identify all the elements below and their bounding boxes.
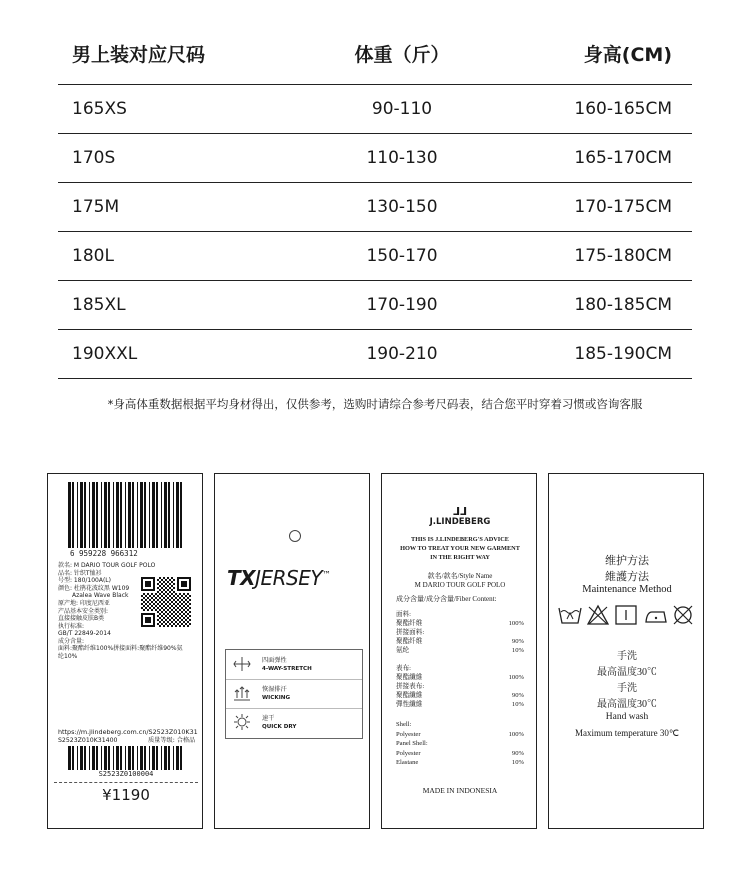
cell-height: 185-190CM bbox=[574, 344, 672, 364]
table-row bbox=[58, 232, 692, 281]
brand-logo: TXJERSEY™ bbox=[227, 566, 331, 590]
feature-zh: 恢湿排汗 bbox=[262, 686, 287, 693]
cell-size: 175M bbox=[72, 197, 120, 217]
feature-row bbox=[226, 650, 362, 680]
composition-label: 拼接面料: bbox=[396, 629, 425, 636]
feature-row bbox=[226, 679, 362, 709]
cell-size: 165XS bbox=[72, 99, 127, 119]
composition-label: 面料: bbox=[396, 611, 412, 618]
info-line: 品名: 针织T恤衫 bbox=[58, 569, 102, 577]
header-height: 身高(CM) bbox=[583, 43, 672, 66]
info-line: 直接接触皮肤B类 bbox=[58, 615, 105, 623]
care-line: Hand wash bbox=[605, 712, 649, 722]
care-title-zh: 维护方法 bbox=[605, 555, 649, 567]
barcode-number: 6 959228 966312 bbox=[70, 549, 138, 558]
info-line: 号型: 180/100A(L) bbox=[58, 577, 111, 585]
made-in: MADE IN INDONESIA bbox=[422, 786, 498, 795]
info-line: 款名: M DARIO TOUR GOLF POLO bbox=[58, 562, 156, 569]
composition-row bbox=[396, 759, 524, 767]
composition-label: 氨纶 bbox=[396, 647, 410, 654]
composition-label: 聚酯纤维 bbox=[396, 638, 423, 645]
cell-size: 190XXL bbox=[72, 344, 138, 364]
feature-box bbox=[225, 649, 363, 739]
feature-zh: 速干 bbox=[262, 715, 275, 722]
composition-label: 聚酯纤维 bbox=[396, 620, 423, 627]
tag-hole bbox=[289, 530, 301, 542]
cell-size: 185XL bbox=[72, 295, 126, 315]
composition-value: 90% bbox=[511, 638, 524, 645]
info-line: 产品基本安全类别: bbox=[58, 607, 109, 615]
composition-value: 10% bbox=[511, 759, 524, 766]
info-line: 颜色: 杜鹃花波纹黑 W109 bbox=[58, 584, 130, 592]
table-row bbox=[58, 183, 692, 232]
cell-weight: 190-210 bbox=[366, 344, 438, 364]
composition-row bbox=[396, 721, 524, 729]
composition-value: 90% bbox=[511, 692, 524, 699]
composition-row bbox=[396, 683, 524, 691]
feature-row bbox=[226, 708, 362, 737]
cell-size: 170S bbox=[72, 148, 116, 168]
composition-label: 聚酯纖維 bbox=[396, 692, 423, 699]
composition-label: Shell: bbox=[396, 721, 412, 728]
composition-row bbox=[396, 629, 524, 637]
composition-label: 拼接表布: bbox=[396, 683, 425, 690]
feature-zh: 四面弹性 bbox=[262, 657, 287, 664]
advice-line: IN THE RIGHT WAY bbox=[430, 554, 490, 561]
hand-wash-icon bbox=[559, 608, 581, 623]
composition-row bbox=[396, 665, 524, 673]
composition-value: 100% bbox=[508, 730, 524, 738]
care-icons bbox=[557, 604, 697, 626]
composition-row bbox=[396, 674, 524, 682]
cell-height: 175-180CM bbox=[574, 246, 672, 266]
no-dry-clean-icon bbox=[674, 606, 692, 624]
wicking-icon bbox=[232, 684, 252, 702]
care-line: 最高温度30℃ bbox=[597, 667, 657, 678]
care-line: 手洗 bbox=[617, 683, 637, 694]
header-weight: 体重（斤） bbox=[354, 43, 450, 66]
composition-row bbox=[396, 750, 524, 758]
low-iron-icon bbox=[646, 612, 666, 622]
sku-number: S2523Z0100004 bbox=[98, 770, 154, 778]
composition-value: 100% bbox=[508, 674, 524, 681]
code-line: S2523Z010K31400 bbox=[58, 737, 118, 744]
feature-en: 4-WAY-STRETCH bbox=[262, 666, 312, 672]
composition-label: Polyester bbox=[396, 749, 421, 757]
table-row bbox=[58, 134, 692, 183]
composition-tag bbox=[381, 473, 537, 829]
table-row bbox=[58, 85, 692, 134]
size-table bbox=[58, 22, 692, 379]
care-line: 最高溫度30℃ bbox=[597, 699, 657, 710]
composition-label: 聚酯纖維 bbox=[396, 674, 423, 681]
style-name: M DARIO TOUR GOLF POLO bbox=[414, 581, 506, 589]
composition-value: 100% bbox=[508, 620, 524, 627]
composition-label: Elastane bbox=[396, 759, 419, 766]
info-line: 纶10% bbox=[58, 653, 78, 660]
composition-label: Polyester bbox=[396, 730, 421, 738]
advice-line: HOW TO TREAT YOUR NEW GARMENT bbox=[400, 545, 520, 552]
header-size: 男上装对应尺码 bbox=[72, 43, 206, 66]
barcode-top bbox=[48, 474, 204, 552]
care-title-en: Maintenance Method bbox=[582, 584, 672, 595]
composition-label: 彈性纖維 bbox=[396, 701, 423, 708]
product-info bbox=[58, 562, 156, 646]
cell-height: 170-175CM bbox=[574, 197, 672, 217]
cell-weight: 170-190 bbox=[366, 295, 438, 315]
care-tag bbox=[548, 473, 704, 829]
size-footnote: *身高体重数据根据平均身材得出，仅供参考，选购时请综合参考尺码表，结合您平时穿着习惯或咨询客服 bbox=[107, 397, 643, 411]
cell-height: 165-170CM bbox=[574, 148, 672, 168]
table-header bbox=[58, 22, 692, 85]
dashed-divider bbox=[54, 782, 198, 783]
composition-row bbox=[396, 638, 524, 646]
composition-value: 10% bbox=[511, 647, 524, 654]
qr-code bbox=[141, 577, 191, 627]
info-line: 执行标准: bbox=[58, 622, 85, 630]
hang-dry-icon bbox=[616, 606, 636, 624]
cell-weight: 150-170 bbox=[366, 246, 438, 266]
composition-row bbox=[396, 740, 524, 748]
table-row bbox=[58, 330, 692, 379]
quick-dry-icon bbox=[232, 713, 252, 731]
price-tag bbox=[47, 473, 203, 829]
product-url: https://m.jlindeberg.com.cn/S2523Z010K31 bbox=[58, 728, 198, 736]
composition-row bbox=[396, 701, 524, 709]
cell-height: 160-165CM bbox=[574, 99, 672, 119]
composition-row bbox=[396, 620, 524, 628]
composition-row bbox=[396, 611, 524, 619]
info-line: 原产地: 印度尼西亚 bbox=[58, 599, 110, 607]
fabric-tag bbox=[214, 473, 370, 829]
price: ¥1190 bbox=[102, 786, 150, 804]
composition-row bbox=[396, 647, 524, 655]
cell-size: 180L bbox=[72, 246, 114, 266]
info-line: GB/T 22849-2014 bbox=[58, 630, 111, 638]
info-line: Azalea Wave Black bbox=[72, 592, 129, 600]
composition-value: 10% bbox=[511, 701, 524, 708]
composition-label: 表布: bbox=[396, 665, 412, 672]
care-line: 手洗 bbox=[617, 651, 637, 662]
care-title-zh-trad: 維護方法 bbox=[605, 571, 649, 583]
no-bleach-icon bbox=[588, 606, 608, 624]
cell-weight: 110-130 bbox=[366, 148, 438, 168]
info-line: 面料:聚酯纤维100%拼接面料:聚酯纤维90%氨 bbox=[58, 645, 183, 652]
cell-weight: 130-150 bbox=[366, 197, 438, 217]
composition-label: Panel Shell: bbox=[396, 740, 428, 747]
composition-row bbox=[396, 731, 524, 739]
feature-en: QUICK DRY bbox=[262, 724, 297, 730]
composition-row bbox=[396, 692, 524, 700]
brand-logo: ⅃⅃ J.LINDEBERG bbox=[429, 505, 491, 527]
fiber-label: 成分含量/成分含量/Fiber Content: bbox=[396, 595, 497, 603]
info-line: 成分含量: bbox=[58, 637, 85, 645]
cell-weight: 90-110 bbox=[371, 99, 433, 119]
advice-line: THIS IS J.LINDEBERG'S ADVICE bbox=[411, 536, 509, 543]
cell-height: 180-185CM bbox=[574, 295, 672, 315]
stretch-icon bbox=[232, 655, 252, 673]
care-line: Maximum temperature 30℃ bbox=[574, 728, 680, 738]
quality-grade: 质量等级: 合格品 bbox=[148, 737, 196, 744]
feature-en: WICKING bbox=[262, 695, 291, 701]
composition-value: 90% bbox=[511, 749, 524, 757]
style-label: 款名/款名/Style Name bbox=[427, 572, 493, 580]
table-row bbox=[58, 281, 692, 330]
